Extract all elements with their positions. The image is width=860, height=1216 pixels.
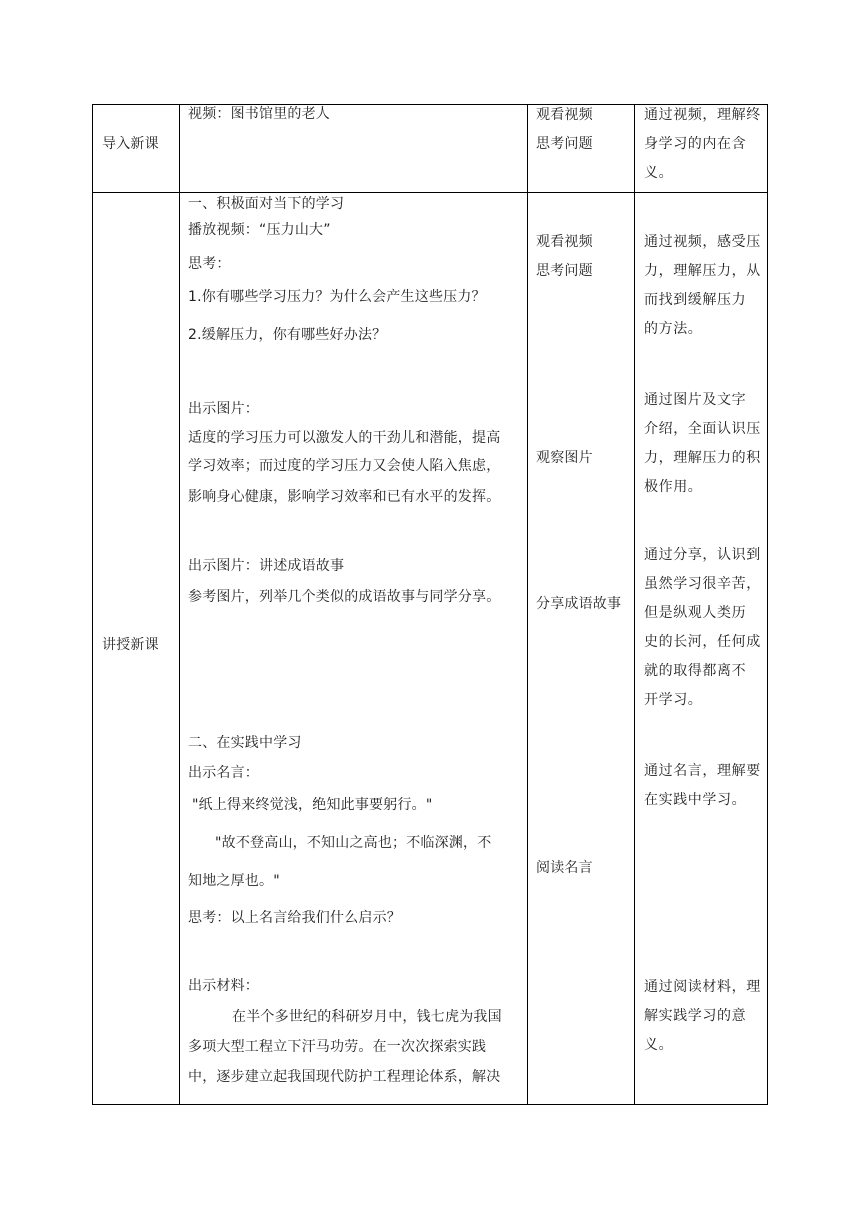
content-line: 多项大型工程立下汗马功劳。在一次次探索实践	[188, 1039, 487, 1055]
activity-line: 思考问题	[536, 136, 593, 152]
content-line: 2.缓解压力，你有哪些好办法？	[188, 327, 387, 343]
purpose-line: 史的长河，任何成	[644, 634, 761, 650]
content-line: 思考：以上名言给我们什么启示？	[188, 910, 401, 926]
content-line: 参考图片，列举几个类似的成语故事与同学分享。	[188, 589, 501, 605]
quote-line: "故不登高山，不知山之高也；不临深渊，不	[215, 835, 492, 851]
purpose-line: 通过分享，认识到	[644, 547, 761, 563]
section-heading: 二、在实践中学习	[188, 735, 302, 751]
content-line: 在半个多世纪的科研岁月中，钱七虎为我国	[232, 1009, 502, 1025]
content-line: 思考：	[188, 256, 231, 272]
content-line: 出示材料：	[188, 978, 259, 994]
content-line: 出示名言：	[188, 765, 259, 781]
activity-line: 观看视频	[536, 107, 593, 123]
table-col-divider-1	[179, 104, 180, 1105]
purpose-line: 的方法。	[644, 321, 703, 337]
purpose-line: 开学习。	[644, 692, 703, 708]
purpose-line: 通过视频，理解终	[644, 107, 761, 123]
stage-cell-intro: 导入新课	[102, 136, 159, 152]
purpose-line: 就的取得都离不	[644, 663, 747, 679]
stage-cell-lecture: 讲授新课	[102, 637, 159, 653]
purpose-line: 介绍，全面认识压	[644, 421, 761, 437]
content-line: 出示图片：	[188, 401, 259, 417]
purpose-line: 但是纵观人类历	[644, 605, 747, 621]
purpose-line: 在实践中学习。	[644, 792, 747, 808]
purpose-line: 通过视频，感受压	[644, 234, 761, 250]
purpose-line: 义。	[644, 165, 674, 181]
content-line: 出示图片：讲述成语故事	[188, 558, 345, 574]
purpose-line: 通过阅读材料，理	[644, 979, 761, 995]
activity-line: 分享成语故事	[536, 596, 622, 612]
content-line: 视频：图书馆里的老人	[188, 106, 330, 122]
content-line: 1.你有哪些学习压力？为什么会产生这些压力？	[188, 289, 486, 305]
activity-line: 观看视频	[536, 234, 593, 250]
quote-line: 知地之厚也。"	[188, 873, 280, 889]
table-col-divider-2	[527, 104, 528, 1105]
table-border-right	[767, 104, 768, 1105]
purpose-line: 解实践学习的意	[644, 1008, 747, 1024]
purpose-line: 身学习的内在含	[644, 136, 747, 152]
purpose-line: 通过图片及文字	[644, 392, 747, 408]
table-border-left	[92, 104, 93, 1105]
purpose-line: 力，理解压力的积	[644, 450, 761, 466]
purpose-line: 而找到缓解压力	[644, 292, 747, 308]
activity-line: 思考问题	[536, 263, 593, 279]
purpose-line: 力，理解压力，从	[644, 263, 761, 279]
purpose-line: 极作用。	[644, 479, 703, 495]
purpose-line: 虽然学习很辛苦，	[644, 576, 761, 592]
activity-line: 阅读名言	[536, 860, 593, 876]
activity-line: 观察图片	[536, 450, 593, 466]
table-border-bottom	[92, 1104, 768, 1105]
purpose-line: 通过名言，理解要	[644, 763, 761, 779]
quote-line: "纸上得来终觉浅，绝知此事要躬行。"	[192, 797, 433, 813]
content-line: 学习效率；而过度的学习压力又会使人陷入焦虑，	[188, 458, 501, 474]
content-line: 适度的学习压力可以激发人的干劲儿和潜能，提高	[188, 430, 501, 446]
section-heading: 一、积极面对当下的学习	[188, 196, 345, 212]
content-line: 播放视频：“压力山大”	[188, 222, 331, 238]
content-line: 中，逐步建立起我国现代防护工程理论体系，解决	[188, 1069, 501, 1085]
purpose-line: 义。	[644, 1037, 674, 1053]
table-row-divider	[92, 192, 768, 193]
table-col-divider-3	[634, 104, 635, 1105]
content-line: 影响身心健康，影响学习效率和已有水平的发挥。	[188, 489, 501, 505]
